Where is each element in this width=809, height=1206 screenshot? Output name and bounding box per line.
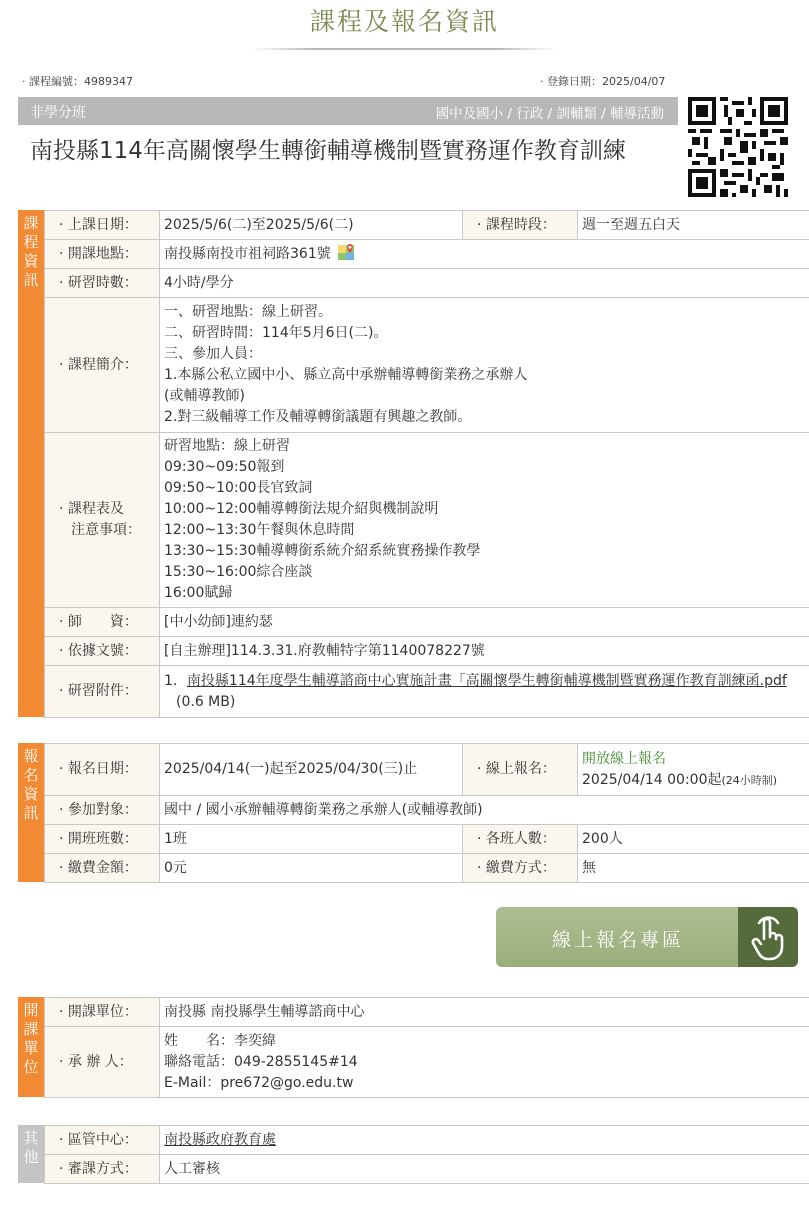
class-size: 200人 <box>578 825 809 854</box>
unit: 南投縣 南投縣學生輔導諮商中心 <box>160 998 809 1027</box>
other-section <box>18 1125 809 1183</box>
contact <box>160 1027 809 1098</box>
other-table <box>44 1125 809 1184</box>
contact-email: E-Mail：pre672@go.edu.tw <box>164 1074 354 1091</box>
online-reg-status: 開放線上報名 <box>582 750 666 767</box>
course-date: 2025/5/6(二)至2025/5/6(二) <box>160 211 463 240</box>
course-hours: 4小時/學分 <box>160 269 809 298</box>
course-place-label: · 開課地點： <box>45 240 160 269</box>
registration-info-section-label: 報 名 資 訊 <box>18 743 44 882</box>
contact-label: · 承 辦 人： <box>45 1027 160 1098</box>
review: 人工審核 <box>160 1155 809 1184</box>
payment: 無 <box>578 854 809 883</box>
unit-label: · 開課單位： <box>45 998 160 1027</box>
target-label: · 參加對象： <box>45 796 160 825</box>
qr-code-icon <box>688 97 788 197</box>
title-divider <box>252 48 557 50</box>
online-reg-time: 2025/04/14 00:00起 <box>582 771 722 788</box>
course-info-section-label: 課 程 資 訊 <box>18 210 44 717</box>
course-schedule-label: · 課程表及 注意事項： <box>45 433 160 608</box>
course-period: 週一至週五白天 <box>578 211 809 240</box>
attachment-link[interactable]: 南投縣114年度學生輔導諮商中心實施計畫「高關懷學生轉銜輔導機制暨實務運作教育訓練函.pdf <box>186 672 787 689</box>
online-reg-label: · 線上報名： <box>463 744 578 796</box>
course-date-label: · 上課日期： <box>45 211 160 240</box>
contact-phone: 聯絡電話：049-2855145#14 <box>164 1053 358 1070</box>
organizer-section-label: 開 課 單 位 <box>18 997 44 1097</box>
course-attachment-label: · 研習附件： <box>45 666 160 718</box>
course-attachment: 1．南投縣114年度學生輔導諮商中心實施計畫「高關懷學生轉銜輔導機制暨實務運作教育訓練函.pdf (0.6 MB) <box>160 666 809 718</box>
registration-date: · 登錄日期：2025/04/07 <box>540 75 666 88</box>
hand-pointer-icon <box>738 907 798 967</box>
registration-info-table <box>44 743 809 883</box>
course-teacher: [中小幼師]連約瑟 <box>160 608 809 637</box>
map-icon[interactable] <box>337 243 357 261</box>
classes: 1班 <box>160 825 463 854</box>
organizer-table <box>44 997 809 1098</box>
course-doc-number: [自主辦理]114.3.31.府教輔特字第1140078227號 <box>160 637 809 666</box>
other-section-label: 其 他 <box>18 1125 44 1183</box>
page-title: 課程及報名資訊 <box>309 7 499 36</box>
contact-name: 姓 名：李奕緯 <box>164 1032 276 1049</box>
course-intro: 一、研習地點：線上研習。 二、研習時間：114年5月6日(二)。 三、參加人員： 1.本縣公私立國中小、縣立高中承辦輔導轉銜業務之承辦人 (或輔導教師) 2.對三級輔導工作及輔導轉銜議題有興趣之教師。 <box>160 298 809 433</box>
payment-label: · 繳費方式： <box>463 854 578 883</box>
course-info-section <box>18 210 809 717</box>
classes-label: · 開班班數： <box>45 825 160 854</box>
center-cell <box>160 1126 809 1155</box>
course-info-table <box>44 210 809 718</box>
course-schedule: 研習地點：線上研習 09:30~09:50報到 09:50~10:00長官致詞 10:00~12:00輔導轉銜法規介紹與機制說明 12:00~13:30午餐與休息時間 13:30~15:30輔導轉銜系統介紹系統實務操作教學 15:30~16:00綜合座談 16:00賦歸 <box>160 433 809 608</box>
course-type-bar <box>18 97 678 125</box>
course-place: 南投縣南投市祖祠路361號 <box>164 246 331 262</box>
course-hours-label: · 研習時數： <box>45 269 160 298</box>
online-register-button[interactable] <box>496 907 798 967</box>
reg-date-label: · 報名日期： <box>45 744 160 796</box>
course-teacher-label: · 師 資： <box>45 608 160 637</box>
course-type: 非學分班 <box>30 105 86 121</box>
registration-info-section <box>18 743 809 882</box>
target: 國中 / 國小承辦輔導轉銜業務之承辦人(或輔導教師) <box>160 796 809 825</box>
reg-date: 2025/04/14(一)起至2025/04/30(三)止 <box>160 744 463 796</box>
course-place-cell <box>160 240 809 269</box>
attachment-size: (0.6 MB) <box>176 693 236 710</box>
online-reg-note: (24小時制) <box>721 773 778 787</box>
course-number: · 課程編號：4989347 <box>22 75 133 88</box>
course-intro-label: · 課程簡介： <box>45 298 160 433</box>
fee-label: · 繳費金額： <box>45 854 160 883</box>
review-label: · 審課方式： <box>45 1155 160 1184</box>
center-label: · 區管中心： <box>45 1126 160 1155</box>
class-size-label: · 各班人數： <box>463 825 578 854</box>
organizer-section <box>18 997 809 1097</box>
center-link[interactable]: 南投縣政府教育處 <box>164 1131 276 1148</box>
course-doc-label: · 依據文號： <box>45 637 160 666</box>
fee: 0元 <box>160 854 463 883</box>
course-category: 國中及國小 / 行政 / 訓輔類 / 輔導活動 <box>435 106 664 122</box>
online-register-label: 線上報名專區 <box>551 929 684 951</box>
online-reg <box>578 744 809 796</box>
course-period-label: · 課程時段： <box>463 211 578 240</box>
course-title: 南投縣114年高關懷學生轉銜輔導機制暨實務運作教育訓練 <box>30 138 626 164</box>
